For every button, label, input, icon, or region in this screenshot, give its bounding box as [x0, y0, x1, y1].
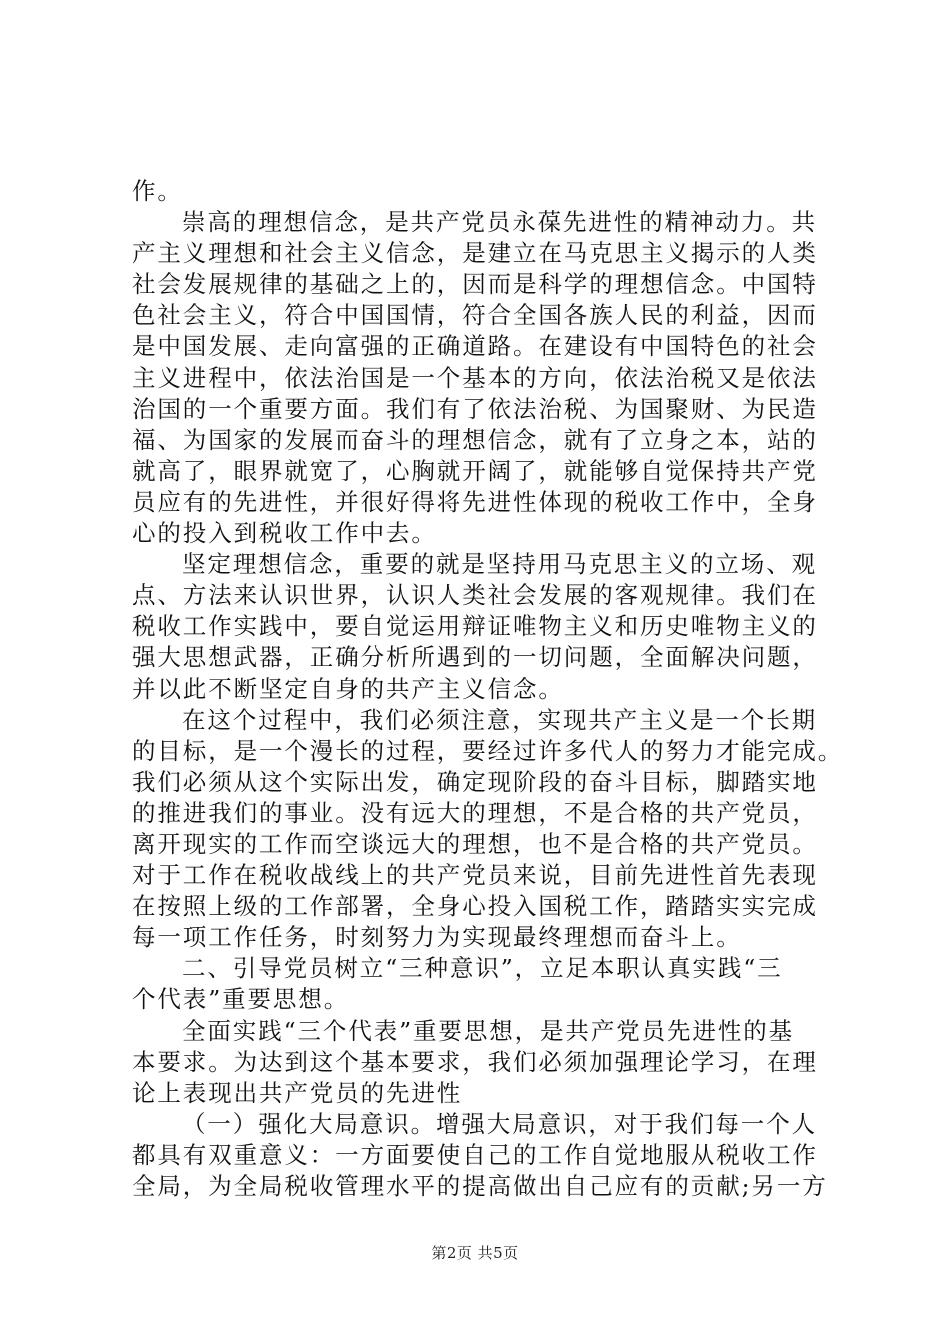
page-footer: 第2页 共5页 [431, 1244, 519, 1262]
text-line: 心的投入到税收工作中去。 [132, 519, 437, 548]
text-line: 点、方法来认识世界，认识人类社会发展的客观规律。我们在 [132, 581, 818, 610]
text-line: 主义进程中，依法治国是一个基本的方向，依法治税又是依法 [132, 363, 818, 392]
text-line: 税收工作实践中，要自觉运用辩证唯物主义和历史唯物主义的 [132, 612, 818, 641]
text-line: 我们必须从这个实际出发，确定现阶段的奋斗目标，脚踏实地 [132, 767, 818, 796]
text-line: 都具有双重意义：一方面要使自己的工作自觉地服从税收工作 [132, 1140, 818, 1169]
text-line: 本要求。为达到这个基本要求，我们必须加强理论学习，在理 [132, 1047, 818, 1076]
text-line: 色社会主义，符合中国国情，符合全国各族人民的利益，因而 [132, 301, 818, 330]
text-line: 是中国发展、走向富强的正确道路。在建设有中国特色的社会 [132, 332, 818, 361]
text-line: 对于工作在税收战线上的共产党员来说，目前先进性首先表现 [132, 861, 818, 890]
text-line: 的目标，是一个漫长的过程，要经过许多代人的努力才能完成。 [132, 736, 844, 765]
text-line: 社会发展规律的基础之上的，因而是科学的理想信念。中国特 [132, 270, 818, 299]
text-line: 并以此不断坚定自身的共产主义信念。 [132, 674, 564, 703]
text-line: 离开现实的工作而空谈远大的理想，也不是合格的共产党员。 [132, 829, 818, 858]
text-line: 作。 [132, 177, 183, 205]
text-line: 崇高的理想信念，是共产党员永葆先进性的精神动力。共 [182, 208, 817, 237]
text-line: 全局，为全局税收管理水平的提高做出自己应有的贡献;另一方 [132, 1172, 828, 1200]
text-line: 福、为国家的发展而奋斗的理想信念，就有了立身之本，站的 [132, 425, 818, 454]
text-line: 每一项工作任务，时刻努力为实现最终理想而奋斗上。 [132, 923, 742, 952]
text-line: （一）强化大局意识。增强大局意识，对于我们每一个人 [182, 1109, 817, 1138]
text-line: 在这个过程中，我们必须注意，实现共产主义是一个长期 [182, 705, 817, 734]
document-body [132, 176, 844, 1202]
text-line: 强大思想武器，正确分析所遇到的一切问题，全面解决问题， [132, 643, 818, 672]
text-line: 全面实践“三个代表”重要思想，是共产党员先进性的基 [182, 1016, 795, 1045]
text-line: 治国的一个重要方面。我们有了依法治税、为国聚财、为民造 [132, 394, 818, 423]
text-line: 员应有的先进性，并很好得将先进性体现的税收工作中，全身 [132, 487, 818, 516]
text-line: 的推进我们的事业。没有远大的理想，不是合格的共产党员， [132, 798, 818, 827]
text-line: 在按照上级的工作部署，全身心投入国税工作，踏踏实实完成 [132, 892, 818, 921]
text-line: 论上表现出共产党员的先进性 [132, 1078, 463, 1107]
text-line: 产主义理想和社会主义信念，是建立在马克思主义揭示的人类 [132, 239, 818, 268]
text-line: 就高了，眼界就宽了，心胸就开阔了，就能够自觉保持共产党 [132, 456, 818, 485]
text-line: 坚定理想信念，重要的就是坚持用马克思主义的立场、观 [182, 550, 817, 579]
text-line: 个代表”重要思想。 [132, 985, 350, 1014]
text-line: 二、引导党员树立“三种意识”，立足本职认真实践“三 [182, 954, 783, 983]
